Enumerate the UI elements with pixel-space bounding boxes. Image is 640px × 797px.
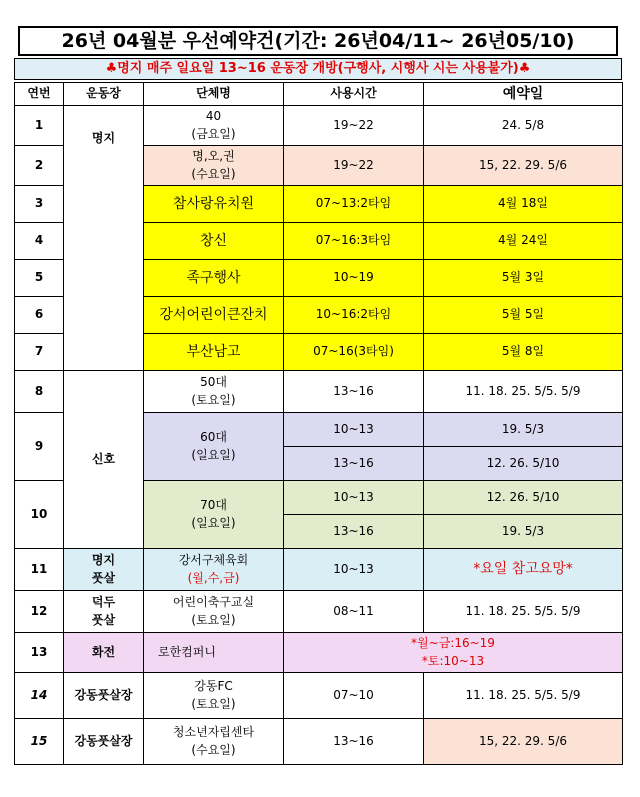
time-cell: *월~금:16~19 *토:10~13 xyxy=(284,633,623,673)
venue-cell: 화전 xyxy=(64,633,144,673)
time-cell: 13~16 xyxy=(284,515,424,549)
row-no: 5 xyxy=(15,260,64,297)
group-cell: 60대 (일요일) xyxy=(144,413,284,481)
header-group: 단체명 xyxy=(144,83,284,106)
header-venue: 운동장 xyxy=(64,83,144,106)
date-cell: 5월 5일 xyxy=(424,297,623,334)
time-cell: 13~16 xyxy=(284,371,424,413)
date-cell: 12. 26. 5/10 xyxy=(424,447,623,481)
date-cell: 11. 18. 25. 5/5. 5/9 xyxy=(424,591,623,633)
group-cell: 족구행사 xyxy=(144,260,284,297)
time-cell: 10~16:2타임 xyxy=(284,297,424,334)
header-no: 연번 xyxy=(15,83,64,106)
row-no: 6 xyxy=(15,297,64,334)
row-no: 14 xyxy=(15,673,64,719)
time-cell: 10~13 xyxy=(284,549,424,591)
date-cell: 4월 18일 xyxy=(424,186,623,223)
row-no: 8 xyxy=(15,371,64,413)
venue-cell: 신호 xyxy=(64,371,144,549)
table-row xyxy=(15,673,623,719)
time-cell: 07~16:3타임 xyxy=(284,223,424,260)
date-cell: 4월 24일 xyxy=(424,223,623,260)
time-cell: 10~19 xyxy=(284,260,424,297)
venue-cell: 덕두 풋살 xyxy=(64,591,144,633)
time-cell: 19~22 xyxy=(284,106,424,146)
time-cell: 19~22 xyxy=(284,146,424,186)
header-date: 예약일 xyxy=(424,83,623,106)
time-cell: 13~16 xyxy=(284,719,424,765)
group-cell: 로한컴퍼니 xyxy=(144,633,284,673)
time-cell: 07~16(3타임) xyxy=(284,334,424,371)
group-cell: 청소년자립센타 (수요일) xyxy=(144,719,284,765)
row-no: 1 xyxy=(15,106,64,146)
group-cell: 참사랑유치원 xyxy=(144,186,284,223)
row-no: 4 xyxy=(15,223,64,260)
row-no: 9 xyxy=(15,413,64,481)
row-no: 7 xyxy=(15,334,64,371)
time-cell: 10~13 xyxy=(284,481,424,515)
date-cell: 19. 5/3 xyxy=(424,515,623,549)
date-cell: 19. 5/3 xyxy=(424,413,623,447)
group-cell: 부산남고 xyxy=(144,334,284,371)
header-time: 사용시간 xyxy=(284,83,424,106)
date-cell: 5월 3일 xyxy=(424,260,623,297)
row-no: 3 xyxy=(15,186,64,223)
notice-banner: ♣명지 매주 일요일 13~16 운동장 개방(구행사, 시행사 시는 사용불가)♣ xyxy=(14,58,622,80)
table-row xyxy=(15,549,623,591)
group-cell: 40 (금요일) xyxy=(144,106,284,146)
time-cell: 07~10 xyxy=(284,673,424,719)
group-cell: 강동FC (토요일) xyxy=(144,673,284,719)
group-cell: 강서어린이큰잔치 xyxy=(144,297,284,334)
date-cell: 24. 5/8 xyxy=(424,106,623,146)
date-cell: 11. 18. 25. 5/5. 5/9 xyxy=(424,371,623,413)
date-cell: 12. 26. 5/10 xyxy=(424,481,623,515)
venue-cell: 명지 풋살 xyxy=(64,549,144,591)
venue-cell: 강동풋살장 xyxy=(64,673,144,719)
date-cell: 11. 18. 25. 5/5. 5/9 xyxy=(424,673,623,719)
reservation-table xyxy=(14,82,623,765)
row-no: 12 xyxy=(15,591,64,633)
row-no: 13 xyxy=(15,633,64,673)
row-no: 11 xyxy=(15,549,64,591)
time-cell: 13~16 xyxy=(284,447,424,481)
date-cell: 15, 22. 29. 5/6 xyxy=(424,719,623,765)
group-cell: 창신 xyxy=(144,223,284,260)
table-row xyxy=(15,371,623,413)
row-no: 10 xyxy=(15,481,64,549)
table-row xyxy=(15,633,623,673)
page-title: 26년 04월분 우선예약건(기간: 26년04/11~ 26년05/10) xyxy=(18,26,618,56)
time-cell: 10~13 xyxy=(284,413,424,447)
date-cell: *요일 참고요망* xyxy=(424,549,623,591)
table-header-row xyxy=(15,83,623,106)
group-cell: 70대 (일요일) xyxy=(144,481,284,549)
time-cell: 08~11 xyxy=(284,591,424,633)
row-no: 2 xyxy=(15,146,64,186)
date-cell: 5월 8일 xyxy=(424,334,623,371)
time-cell: 07~13:2타임 xyxy=(284,186,424,223)
group-cell: 강서구체육회 (월,수,금) xyxy=(144,549,284,591)
venue-cell: 강동풋살장 xyxy=(64,719,144,765)
row-no: 15 xyxy=(15,719,64,765)
table-row xyxy=(15,106,623,146)
venue-cell: 명지 xyxy=(64,106,144,371)
group-cell: 50대 (토요일) xyxy=(144,371,284,413)
date-cell: 15, 22. 29. 5/6 xyxy=(424,146,623,186)
group-cell: 명,오,권 (수요일) xyxy=(144,146,284,186)
table-row xyxy=(15,591,623,633)
table-row xyxy=(15,719,623,765)
group-cell: 어린이축구교실 (토요일) xyxy=(144,591,284,633)
